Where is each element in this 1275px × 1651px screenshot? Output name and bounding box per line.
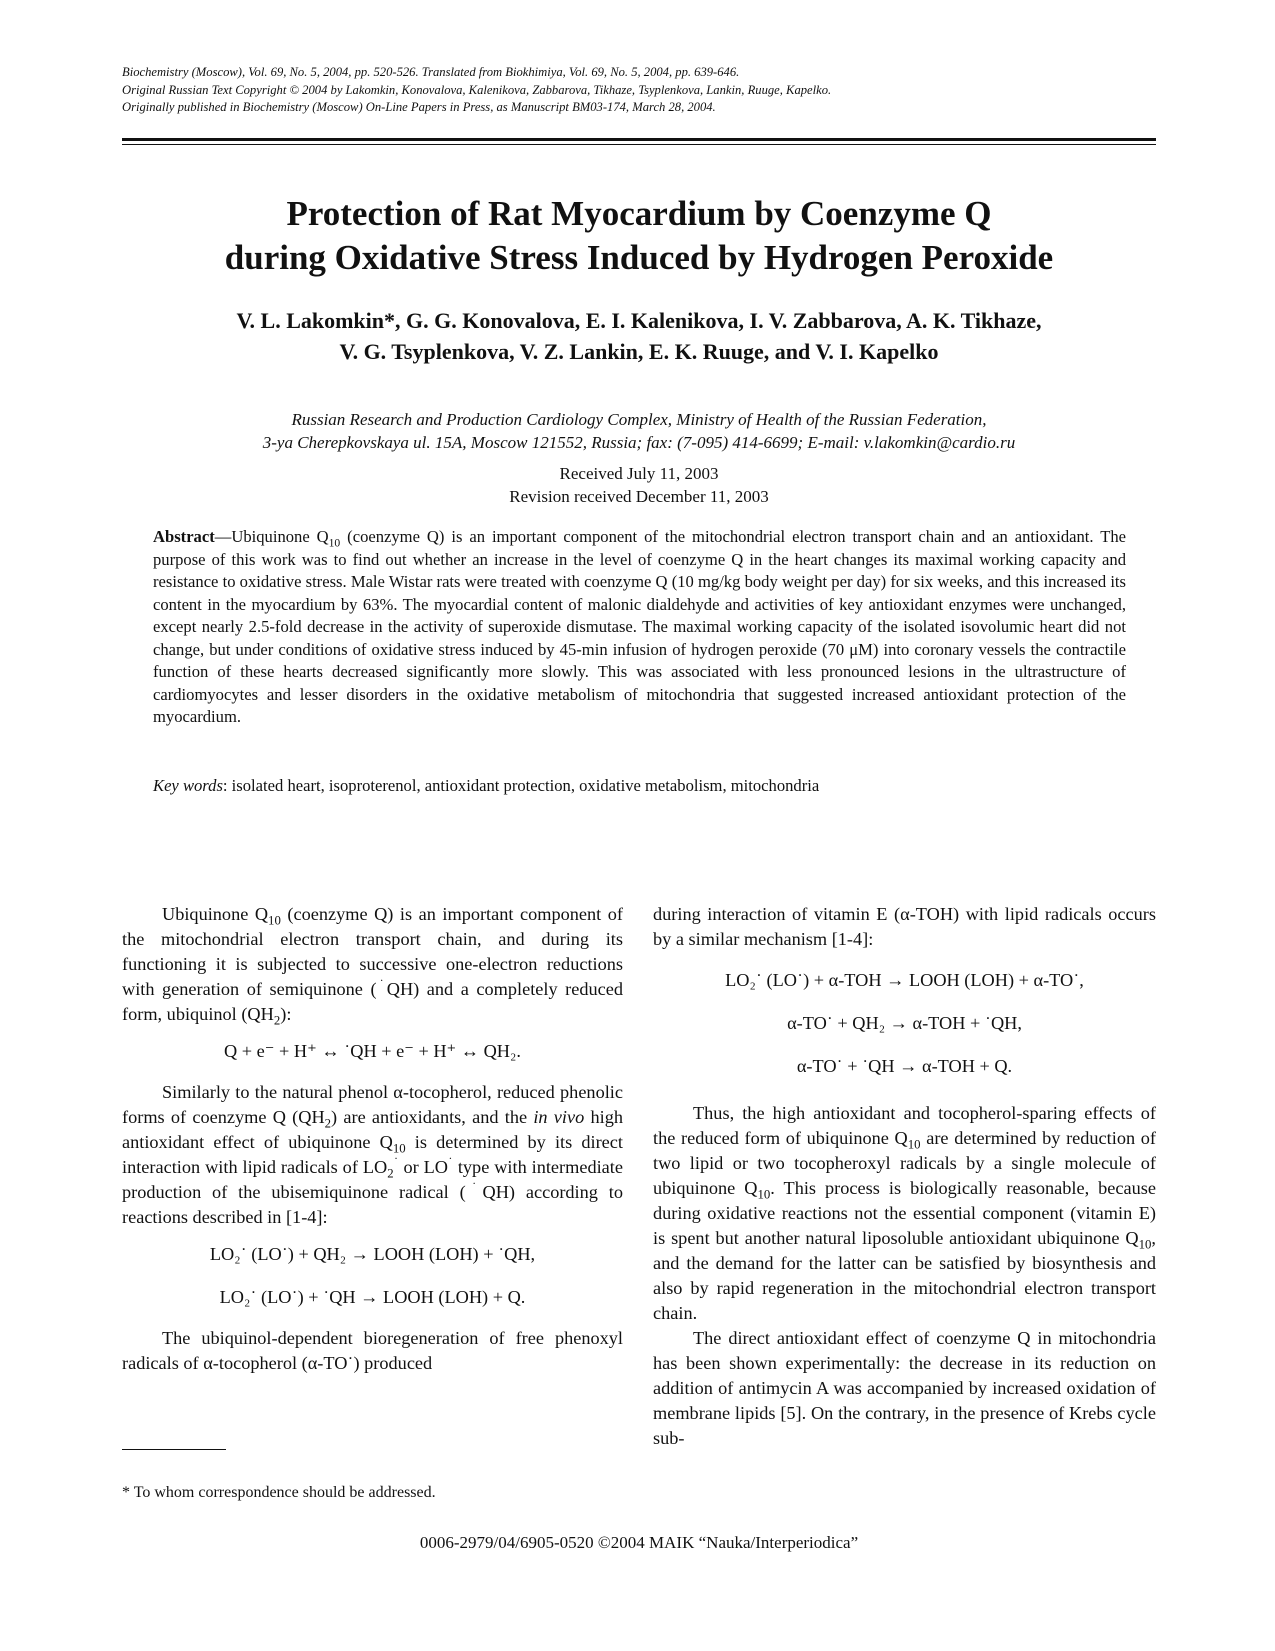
left-equation-2: LO₂˙ (LO˙) + QH₂ → LOOH (LOH) + ˙QH, xyxy=(209,1244,536,1264)
text-run: QH) according to reactions described in [1-4]: xyxy=(122,1182,623,1227)
right-paragraph-3: The direct antioxidant effect of coenzyme Q in mitochondria has been shown experimentally: the decrease in its reduction on addition of antimycin A was accompanied by increased oxidation of membrane lipids [5]. On the contrary, in the presence of Krebs cycle sub- xyxy=(653,1328,1156,1448)
keywords xyxy=(153,775,1126,798)
footnote: * To whom correspondence should be addressed. xyxy=(122,1484,436,1501)
text-run: are determined by reduction of two lipid or two tocopheroxyl radicals by a single molecule of ubiquinone Q xyxy=(653,1128,1156,1198)
keywords-label: Key words xyxy=(153,776,223,795)
footnote-rule xyxy=(122,1449,226,1450)
affiliation-line-2: 3-ya Cherepkovskaya ul. 15A, Moscow 121552, Russia; fax: (7-095) 414-6699; E-mail: v.lakomkin@cardio.ru xyxy=(262,433,1016,452)
subscript: 10 xyxy=(1138,1237,1152,1252)
abstract-sub: 10 xyxy=(328,536,341,550)
abstract-label: Abstract xyxy=(153,527,215,546)
header-line-2: Original Russian Text Copyright © 2004 by Lakomkin, Konovalova, Kalenikova, Zabbarova, Tikhaze, Tsyplenkova, Lankin, Ruuge, Kapelko. xyxy=(122,82,832,97)
text-run: . This process is biologically reasonable, because during oxidative reactions not the essential component (vitamin E) is spent but another natural liposoluble antioxidant ubiquinone Q xyxy=(653,1178,1157,1248)
subscript: 10 xyxy=(392,1141,406,1156)
left-equation-3: LO₂˙ (LO˙) + ˙QH → LOOH (LOH) + Q. xyxy=(219,1287,526,1307)
text-run: ) are antioxidants, and the xyxy=(331,1107,534,1127)
left-paragraph-1 xyxy=(122,902,623,1027)
authors-line-2: V. G. Tsyplenkova, V. Z. Lankin, E. K. Ruuge, and V. I. Kapelko xyxy=(339,339,939,364)
left-equation-1: Q + e⁻ + H⁺ ↔ ˙QH + e⁻ + H⁺ ↔ QH₂. xyxy=(224,1041,521,1061)
abstract-text-2: (coenzyme Q) is an important component of the mitochondrial electron transport chain and an antioxidant. The purpose of this work was to find out whether an increase in the level of coenzyme Q in the heart changes its maximal working capacity and resistance to oxidative stress. Male Wistar rats were treated with coenzyme Q (10 mg/kg body weight per day) for six weeks, and this increased its content in the myocardium by 63%. The myocardial content of malonic dialdehyde and activities of key antioxidant enzymes were unchanged, except nearly 2.5-fold decrease in the activity of superoxide dismutase. The maximal working capacity of the isolated isovolumic heart did not change, but under conditions of oxidative stress induced by 45-min infusion of hydrogen peroxide (70 μM) into coronary vessels the contractile function of these hearts decreased significantly more slowly. This was associated with less pronounced lesions in the ultrastructure of cardiomyocytes and lesser disorders in the oxidative metabolism of mitochondria that suggested increased antioxidant protection of the myocardium. xyxy=(153,527,1126,726)
keywords-text: : isolated heart, isoproterenol, antioxidant protection, oxidative metabolism, mitochondria xyxy=(222,776,820,795)
affiliation xyxy=(122,408,1156,454)
left-paragraph-3: The ubiquinol-dependent bioregeneration of free phenoxyl radicals of α-tocopherol (α-TO˙) produced xyxy=(122,1328,623,1373)
header-line-3: Originally published in Biochemistry (Moscow) On-Line Papers in Press, as Manuscript BM03-174, March 28, 2004. xyxy=(122,100,716,114)
left-paragraph-2 xyxy=(122,1080,623,1230)
right-equation-1: LO₂˙ (LO˙) + α-TOH → LOOH (LOH) + α-TO˙, xyxy=(725,970,1084,990)
right-paragraph-2 xyxy=(653,1101,1156,1326)
radical-dot: ˙ xyxy=(465,1179,483,1194)
left-column xyxy=(122,902,623,1376)
text-run: QH) and a completely reduced form, ubiquinol (QH xyxy=(122,979,623,1024)
abstract-dash: — xyxy=(214,527,232,546)
header-rule-thick xyxy=(122,138,1156,141)
subscript: 2 xyxy=(387,1166,394,1181)
right-column xyxy=(653,902,1156,1451)
header-line-1: Biochemistry (Moscow), Vol. 69, No. 5, 2004, pp. 520-526. Translated from Biokhimiya, Vol. 69, No. 5, 2004, pp. 639-646. xyxy=(122,65,740,79)
text-run: Similarly to the natural phenol α-tocopherol, reduced phenolic forms of coenzyme Q (QH xyxy=(122,1082,623,1127)
title-line-1: Protection of Rat Myocardium by Coenzyme Q xyxy=(286,194,992,233)
abstract-text-1: Ubiquinone Q xyxy=(231,527,329,546)
subscript: 2 xyxy=(324,1116,332,1131)
subscript: 10 xyxy=(268,913,281,928)
revision-date: Revision received December 11, 2003 xyxy=(509,487,769,506)
affiliation-line-1: Russian Research and Production Cardiology Complex, Ministry of Health of the Russian Federation, xyxy=(291,410,987,429)
subscript: 2 xyxy=(273,1013,281,1028)
text-run: Ubiquinone Q xyxy=(162,904,269,924)
radical-dot: ˙ xyxy=(376,976,387,991)
italic-text: in vivo xyxy=(533,1107,585,1127)
received-date: Received July 11, 2003 xyxy=(559,464,719,483)
subscript: 10 xyxy=(757,1187,771,1202)
copyright-line: 0006-2979/04/6905-0520 ©2004 MAIK “Nauka/Interperiodica” xyxy=(419,1533,859,1552)
text-run: Thus, the high antioxidant and tocopherol-sparing effects of the reduced form of ubiquinone Q xyxy=(653,1103,1156,1148)
subscript: 10 xyxy=(907,1137,921,1152)
authors-line-1: V. L. Lakomkin*, G. G. Konovalova, E. I. Kalenikova, I. V. Zabbarova, A. K. Tikhaze, xyxy=(236,308,1042,333)
text-run: (coenzyme Q) is an important component of the mitochondrial electron transport chain, and during its functioning it is subjected to successive one-electron reductions with generation of semiquinone ( xyxy=(122,904,623,999)
right-equation-2: α-TO˙ + QH₂ → α-TOH + ˙QH, xyxy=(787,1013,1022,1033)
title-line-2: during Oxidative Stress Induced by Hydrogen Peroxide xyxy=(224,238,1054,277)
radical-dot: ˙ xyxy=(393,1154,399,1169)
text-run: or LO xyxy=(398,1157,448,1177)
author-list xyxy=(122,305,1156,367)
text-run: type with intermediate production of the ubisemiquinone radical ( xyxy=(122,1157,623,1202)
radical-dot: ˙ xyxy=(447,1154,453,1169)
paper-title xyxy=(122,192,1156,280)
abstract xyxy=(153,526,1126,729)
received-dates xyxy=(122,462,1156,508)
text-run: , and the demand for the latter can be satisfied by biosynthesis and also by rapid regeneration in the mitochondrial electron transport chain. xyxy=(653,1228,1156,1323)
journal-header xyxy=(122,64,1162,117)
text-run: high antioxidant effect of ubiquinone Q xyxy=(122,1107,623,1152)
right-paragraph-1: during interaction of vitamin E (α-TOH) with lipid radicals occurs by a similar mechanism [1-4]: xyxy=(653,904,1156,949)
right-equation-3: α-TO˙ + ˙QH → α-TOH + Q. xyxy=(796,1056,1013,1076)
text-run: is determined by its direct interaction with lipid radicals of LO xyxy=(122,1132,623,1177)
text-run: ): xyxy=(280,1004,292,1024)
header-rule-thin xyxy=(122,144,1156,145)
